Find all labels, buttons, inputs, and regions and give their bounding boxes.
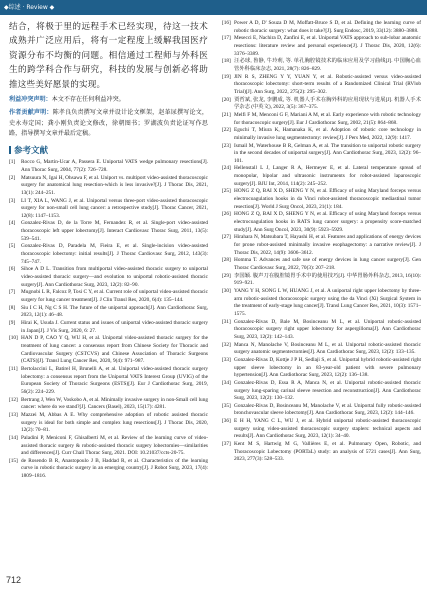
reference-item <box>222 234 421 257</box>
reference-number: [3] <box>9 197 16 204</box>
reference-number: [23] <box>222 142 231 149</box>
statement-key: 利益冲突声明： <box>9 96 52 104</box>
reference-item <box>9 366 208 397</box>
reference-text: Hirai K, Usuda J. Current status and issues of uniportal video-assisted thoracic surgery in Japan[J]. J Vis Surg, 2020, 6: 27. <box>21 320 208 334</box>
reference-item <box>222 342 421 357</box>
reference-text: Gonzalez-Rivas D, Paradela M, Fieira E, et al. Single-incision video-assisted thoracoscopic lobectomy: initial results[J]. J Thorac Cardiovasc Surg, 2012, 143(3): 745–747. <box>21 243 208 265</box>
reference-item <box>222 112 421 127</box>
reference-item <box>222 165 421 188</box>
page-number: 712 <box>6 575 22 585</box>
reference-number: [15] <box>9 457 18 464</box>
reference-text: Gonzalez-Rivas D, Essa R A, Manca N, et al. Uniportal robotic-assisted thoracic surgery lung-sparing carinal sleeve resection and reconstruction[J]. Ann Cardiothorac Surg, 2023, 12(2): 130–132. <box>234 379 421 402</box>
reference-number: [19] <box>222 73 231 80</box>
reference-text: Eguchi T, Miura K, Hamanaka K, et al. Adoption of robotic core technology in minimally invasive lung segmentectomy: review[J]. J Pers Med, 2022, 12(9): 1417. <box>234 127 421 141</box>
reference-number: [31] <box>222 318 231 325</box>
reference-number: [30] <box>222 287 231 294</box>
statement-key: 作者贡献声明： <box>9 109 53 117</box>
reference-item <box>9 220 208 243</box>
reference-text: Mazzei M, Abbas A E. Why comprehensive adoption of robotic assisted thoracic surgery is ideal for both simple and complex lung resections[J]. J Thorac Dis, 2020, 12(2): 70–81. <box>21 411 208 434</box>
heading-bar-icon <box>9 146 11 154</box>
reference-item <box>222 257 421 272</box>
reference-item <box>222 288 421 319</box>
reference-item <box>222 58 421 73</box>
reference-item <box>222 319 421 342</box>
reference-number: [33] <box>222 356 231 363</box>
reference-text: Power A D, D' Souza D M, Moffatt-Bruce S D, et al. Defining the learning curve of robotic thoracic surgery: what does it take?[J]. Surg Endosc, 2019, 33(12): 3880–3888. <box>234 20 421 34</box>
reference-item <box>222 143 421 166</box>
reference-number: [20] <box>222 96 231 103</box>
reference-text: Mesecci E, Nachira D, Zanfini E, et al. Uniportal VATS approach to sub-lobar anatomic resections: literature review and personal experience[J]. J Thorac Dis, 2020, 12(6): 3376–3389. <box>234 35 421 57</box>
reference-list-left <box>9 159 208 481</box>
reference-item <box>222 20 421 35</box>
reference-text: Bertolaccini L, Batirel H, Brunelli A, et al. Uniportal video-assisted thoracic surgery lobectomy: a consensus report from the Uniportal VATS Interest Group (UVIG) of the European Society of Thoracic Surgeons (ESTS)[J]. Eur J Cardiothorac Surg, 2019, 56(2): 224–229. <box>21 365 208 395</box>
reference-text: Matsuura N, Igai H, Ohsawa F, et al. Uniport vs. multiport video-assisted thoracoscopic surgery for anatomical lung resection-which is less invasive?[J]. J Thorac Dis, 2021, 13(1): 244–251. <box>21 174 208 196</box>
reference-number: [37] <box>222 441 231 448</box>
statement-text: 陈孝良负责撰写文章并设计论文框架，赵革尿撰写论文，史永寿定国；龚小刚负责论文修改，徐朝图书；罗湖波负责论证写作思路，指导撰写文章并最后定稿。 <box>9 109 208 137</box>
reference-text: Rocco G, Martin-Ucar A, Passera E. Uniportal VATS wedge pulmonary resections[J]. Ann Thorac Surg, 2004, 77(2): 726–728. <box>21 159 208 173</box>
reference-number: [7] <box>9 289 16 296</box>
reference-number: [24] <box>222 165 231 172</box>
reference-item <box>222 188 421 211</box>
reference-text: LI T, XIA L, WANG J, et al. Uniportal versus three-port video-assisted thoracoscopic surgery for non-small cell lung cancer: a retrospective study[J]. Thorac Cancer, 2021, 12(8): 1147–1153. <box>21 197 208 219</box>
reference-text: HONG Z Q, BAI X D, SHENG Y N, et al. Efficacy of using Maryland forceps versus electrocoagulation hooks in RATS lung cancer surgery: a propensity score-matched study[J]. Ann Surg Oncol, 2023, 30(9): 5923–5929. <box>234 211 421 233</box>
reference-number: [18] <box>222 58 231 65</box>
reference-item <box>9 289 208 304</box>
journal-header-bar <box>0 0 427 15</box>
reference-number: [6] <box>9 266 16 273</box>
reference-text: Gonzalez-Rivas D, Kottje J P H, Sedlaji S, et al. Uniportal hybrid robotic-assisted right upper sleeve lobectomy in an 83-year-old patient with severe pulmonary hypertension[J]. Ann Cardiothorac Surg, 2023, 12(2): 136–138. <box>234 356 421 379</box>
reference-number: [12] <box>9 396 18 403</box>
reference-item <box>9 335 208 366</box>
reference-text: 贾哲斌, 张龙, 李鹏成, 等. 机器人手术在胸外科的应用现状与进展[J]. 机器人手术学杂志 (中英文), 2022, 3(5): 367–375. <box>234 96 421 111</box>
reference-text: HONG Z Q, BAI X D, SHENG Y N, et al. Efficacy of using Maryland forceps versus electrocoagulation hooks in da Vinci robot-assisted thoracoscopic mediastinal tumor resection[J]. World J Surg Oncol, 2023, 21(1): 184. <box>234 188 421 210</box>
reference-item <box>222 273 421 288</box>
reference-text: de Rosendo B R, Anastopoulo J B, Haddad R, et al. Characteristics of the learning curve in robotic thoracic surgery in an emerging country[J]. J Robot Surg, 2023, 17(4): 1809–1816. <box>21 457 208 480</box>
reference-item <box>222 357 421 380</box>
reference-item <box>9 266 208 289</box>
reference-item <box>222 441 421 464</box>
reference-item <box>9 198 208 221</box>
reference-item <box>222 35 421 58</box>
reference-text: Bertrang J, Wen W, Voskobo A, et al. Minimally invasive surgery in non-Small cell lung cancer: where do we stand?[J]. Cancers (Basel), 2023, 15(17): 4281. <box>21 396 208 411</box>
reference-number: [17] <box>222 35 231 42</box>
reference-list-right <box>222 20 421 464</box>
reference-text: Ismail M, Waterhouse B R, Gelman A, et al. The transition to uniportal robotic surgery in the second decades of uniportal surgery[J]. Ann Cardiothorac Surg, 2023, 12(2): 96–101. <box>234 142 421 164</box>
reference-item <box>9 305 208 320</box>
reference-number: [21] <box>222 111 231 118</box>
reference-number: [25] <box>222 188 231 195</box>
contribution-statement <box>9 108 208 139</box>
references-heading-text: 参考文献 <box>14 146 49 157</box>
left-column <box>9 20 208 580</box>
reference-number: [34] <box>222 379 231 386</box>
reference-text: Siu I C H, Ng C S H. The future of the uniportal approach[J]. Ann Cardiothorac Surg, 2023, 12(1): 46–48. <box>21 304 208 319</box>
reference-text: E H H, YANG C L, WU J, et al. Hybrid uniportal robotic-assisted thoracoscopic surgery using video-assisted thoracoscopic surgery staplers: technical aspects and results[J]. Ann Cardiothorac Surg, 2023, 12(1): 34–40. <box>234 418 421 440</box>
reference-number: [13] <box>9 411 18 418</box>
reference-text: Kent M S, Hartwig M G, Vallières E, et al. Pulmonary Open, Robotic, and Thoracoscopic Lobectomy (PORTaL) study: an analysis of 5721 cases[J]. Ann Surg, 2023, 277(3): 528–533. <box>234 441 421 463</box>
reference-number: [8] <box>9 304 16 311</box>
statement-text: 本文不存在任何利益冲突。 <box>51 96 125 104</box>
reference-number: [11] <box>9 365 18 372</box>
references-heading <box>9 144 208 156</box>
reference-text: HAN D P, CAO Y Q, WU H, et al. Uniportal video-assisted thoracic surgery for the treatment of lung cancer: a consensus report from Chinese Society for Thoracic and Cardiovascular Surgery (CSTCVS) and Chinese Association of Thoracic Surgeons (CATS)[J]. Transl Lung Cancer Res, 2020, 9(4): 971–987. <box>21 335 208 365</box>
reference-text: 李国颖. 腹声刀在腹腔镜胃手术中的使用技巧[J]. 中华胃肠外科杂志, 2013, 16(10): 919–921. <box>234 272 421 287</box>
reference-text: Melfi F M, Menconi G F, Mariani A M, et al. Early experience with robotic technology for thoracoscopic surgery[J]. Eur J Cardiothorac Surg, 2002, 21(5): 864–868. <box>234 111 421 126</box>
reference-item <box>222 380 421 403</box>
reference-text: YANG Y H, SONG L W, HUANG J, et al. A uniportal right upper lobectomy by three-arm robotic-assisted thoracoscopic surgery using the da Vinci (Xi) Surgical System in the treatment of early-stage lung cancer[J]. Transl Lung Cancer Res, 2021, 10(3): 1571–1575. <box>234 287 421 317</box>
reference-text: Hirahara N, Matsubara T, Hayashi H, et al. Features and applications of energy devices for prone robot-assisted minimally invasive esophagectomy: a narrative review[J]. J Thorac Dis, 2022, 14(9): 3606–3612. <box>234 234 421 256</box>
reference-text: 汪必球, 鲁静, 牛玲莉, 等. 单孔胸腔镜技术的临床应用及学习曲线[J]. 中国胸心血管外科临床杂志, 2021, 28(7): 826–829. <box>234 58 421 72</box>
reference-number: [36] <box>222 418 231 425</box>
reference-number: [9] <box>9 320 16 326</box>
reference-text: JIN R S, ZHENG Y Y, YUAN Y, et al. Robotic-assisted versus video-assisted thoracoscopic lobectomy: short-term results of a Randomized Clinical Trial (RVlob Trial)[J]. Ann Surg, 2022, 275(2): 295–302. <box>234 73 421 95</box>
reference-text: Sihoe A D L. Transition from multiportal video-assisted thoracic surgery to uniportal video-assisted thoracic surgery—and evolution to uniportal robotic-assisted thoracic surgery[J]. Ann Cardiothorac Surg, 2023, 12(2): 82–90. <box>21 266 208 288</box>
reference-item <box>222 97 421 112</box>
reference-text: Paladini P, Meniconi F, Ghisalberti M, et al. Review of the learning curve of video-assisted thoracic surgery & robotic-assisted thoracic surgery lobectomies—similarities and differences[J]. Curr Chall Thorac Surg, 2021. DOI: 10.21037/ccts-20-75. <box>21 434 208 457</box>
reference-item <box>222 403 421 418</box>
reference-number: [22] <box>222 127 231 134</box>
reference-number: [35] <box>222 402 231 409</box>
reference-item <box>9 243 208 266</box>
reference-text: Homma T. Advances and safe use of energy devices in lung cancer surgery[J]. Gen Thorac Cardiovasc Surg, 2022, 70(3): 207–218. <box>234 257 421 271</box>
reference-item <box>222 211 421 234</box>
reference-number: [32] <box>222 341 231 348</box>
reference-item <box>9 159 208 174</box>
header-label: ◆综述 · Review ◆ <box>4 4 55 11</box>
reference-text: Mugnobi L R, Falcoz P, Tosi C Y, et al. Current role of uniportal video-assisted thoracic surgery for lung cancer treatment[J]. J Clin Transl Res, 2020, 6(4): 135–144. <box>21 289 208 304</box>
reference-item <box>9 175 208 198</box>
reference-item <box>9 397 208 412</box>
reference-item <box>9 435 208 458</box>
reference-item <box>222 127 421 142</box>
reference-number: [10] <box>9 335 18 342</box>
reference-text: Hellenstall L J, Langer R A, Hermeyer E, et al. Lateral temperature spread of monopolar, bipolar and ultrasonic instruments for robot-assisted laparoscopic surgery[J]. BJU Int, 2014, 114(2): 245–252. <box>234 165 421 187</box>
conflict-statement <box>9 95 208 105</box>
reference-item <box>222 74 421 97</box>
reference-number: [5] <box>9 243 16 250</box>
reference-item <box>9 458 208 481</box>
reference-number: [29] <box>222 272 231 279</box>
reference-item <box>9 412 208 435</box>
reference-item <box>222 418 421 441</box>
reference-number: [14] <box>9 434 18 441</box>
reference-item <box>9 320 208 335</box>
reference-number: [27] <box>222 234 231 241</box>
reference-text: Manca N, Manolache V, Bosinceanu M L, et al. Uniportal robotic-assisted thoracic surgery anatomic segmentectomies[J]. Ann Cardiothorac Surg, 2023, 12(2): 133–135. <box>234 341 421 356</box>
reference-number: [4] <box>9 220 16 227</box>
reference-text: Gonzalez-Rivas D, Bosinceanu M, Manolache V, et al. Uniportal fully robotic-assisted bronchovascular sleeve lobectomy[J]. Ann Cardiothorac Surg, 2023, 12(2): 144–146. <box>234 402 421 417</box>
reference-number: [2] <box>9 174 16 181</box>
reference-text: Gonzalez-Rivas D, Bale M, Bosinceanu M L, et al. Uniportal robotic-assisted thoracoscopic surgery right upper lobectomy for aspergilloma[J]. Ann Cardiothorac Surg, 2023, 12(2): 142–143. <box>234 318 421 340</box>
reference-number: [16] <box>222 20 231 26</box>
reference-text: Gonzalez-Rivas D, de la Torre M, Fernandez R, et al. Single-port video-assisted thoracoscopic left upper lobectomy[J]. Interact Cardiovasc Thorac Surg, 2011, 13(5): 539–541. <box>21 220 208 242</box>
reference-number: [28] <box>222 257 231 264</box>
reference-number: [1] <box>9 159 16 166</box>
reference-number: [26] <box>222 211 231 218</box>
right-column <box>222 20 421 580</box>
body-paragraph: 结合，将极于里的远程手术已经实现，待这一技术成熟并广泛应用后，将有一定程度上缓解我国医疗资源分布不均衡的问题。相信通过工程师与外科医生的跨学科合作与研究，科技的发展与创新必将助推这些美好愿景的实现。 <box>9 22 208 90</box>
